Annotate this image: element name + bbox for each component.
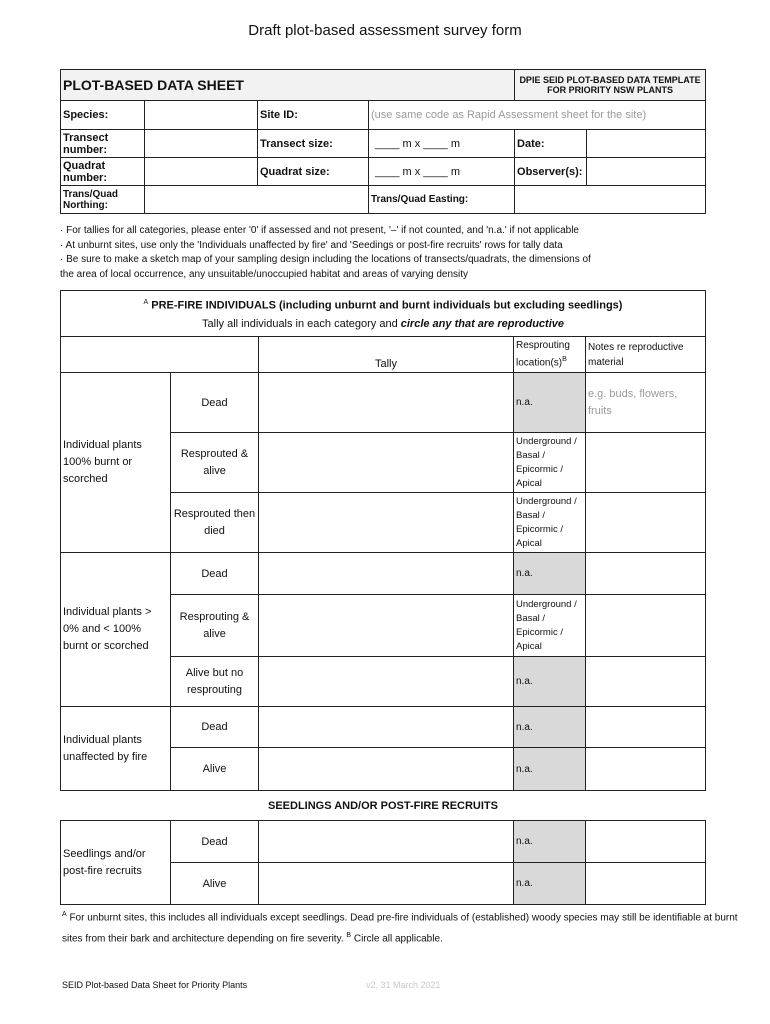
resprout-cell: n.a.	[514, 863, 586, 905]
group-partial-burnt-label: Individual plants > 0% and < 100% burnt or scorched	[61, 553, 171, 707]
easting-field[interactable]	[515, 186, 706, 214]
instruction-item: · Be sure to make a sketch map of your sampling design including the locations of transects/quadrats, the dimensions of	[60, 254, 591, 265]
transect-number-label: Transect number:	[61, 130, 145, 158]
observers-label: Observer(s):	[515, 158, 587, 186]
instruction-item: · For tallies for all categories, please enter '0' if assessed and not present, '–' if not counted, and 'n.a.' if not applicable	[60, 225, 579, 236]
tally-cell[interactable]	[259, 595, 514, 657]
transect-number-field[interactable]	[145, 130, 258, 158]
row-label-resprouting-alive: Resprouting & alive	[171, 595, 259, 657]
quadrat-size-field[interactable]: ____ m x ____ m	[369, 158, 515, 186]
template-title: DPIE SEID PLOT-BASED DATA TEMPLATE FOR PRIORITY NSW PLANTS	[515, 70, 706, 101]
row-label-alive: Alive	[171, 748, 259, 791]
resprout-cell[interactable]: Underground / Basal / Epicormic / Apical	[514, 493, 586, 553]
species-label: Species:	[61, 101, 145, 130]
date-label: Date:	[515, 130, 587, 158]
resprout-cell: n.a.	[514, 821, 586, 863]
group-unaffected-label: Individual plants unaffected by fire	[61, 707, 171, 791]
transect-size-field[interactable]: ____ m x ____ m	[369, 130, 515, 158]
species-field[interactable]	[145, 101, 258, 130]
notes-cell[interactable]: e.g. buds, flowers, fruits	[586, 373, 706, 433]
tally-table	[60, 290, 706, 905]
group-100pct-burnt-label: Individual plants 100% burnt or scorched	[61, 373, 171, 553]
tally-cell[interactable]	[259, 433, 514, 493]
resprout-cell: n.a.	[514, 553, 586, 595]
notes-cell[interactable]	[586, 863, 706, 905]
tally-cell[interactable]	[259, 707, 514, 748]
page-title: Draft plot-based assessment survey form	[248, 22, 522, 39]
instructions	[60, 224, 740, 282]
row-label-dead: Dead	[171, 373, 259, 433]
instruction-item: · At unburnt sites, use only the 'Individuals unaffected by fire' and 'Seedings or post-fire recruits' rows for tally data	[60, 239, 563, 251]
footer-version: v2, 31 March 2021	[366, 980, 441, 990]
site-id-label: Site ID:	[258, 101, 369, 130]
easting-label: Trans/Quad Easting:	[369, 186, 515, 214]
tally-cell[interactable]	[259, 748, 514, 791]
transect-size-label: Transect size:	[258, 130, 369, 158]
resprout-cell: n.a.	[514, 707, 586, 748]
tally-cell[interactable]	[259, 373, 514, 433]
tally-cell[interactable]	[259, 553, 514, 595]
plot-details-table	[60, 69, 706, 214]
row-label-alive-no-resprout: Alive but no resprouting	[171, 657, 259, 707]
notes-cell[interactable]	[586, 493, 706, 553]
tally-cell[interactable]	[259, 863, 514, 905]
tally-column-header: Tally	[259, 337, 514, 373]
notes-cell[interactable]	[586, 821, 706, 863]
notes-cell[interactable]	[586, 433, 706, 493]
sheet-title: PLOT-BASED DATA SHEET	[61, 70, 515, 101]
notes-cell[interactable]	[586, 657, 706, 707]
row-label-resprouted-alive: Resprouted & alive	[171, 433, 259, 493]
resprout-cell: n.a.	[514, 657, 586, 707]
site-id-field[interactable]: (use same code as Rapid Assessment sheet for the site)	[369, 101, 706, 130]
quadrat-number-label: Quadrat number:	[61, 158, 145, 186]
prefire-heading: $^A$ PRE-FIRE INDIVIDUALS (including unburnt and burnt individuals but excluding seedlings) Tally all individuals in each category and circle any that are reproductive	[61, 291, 706, 337]
footnote: $^A$ For unburnt sites, this includes all individuals except seedlings. Dead pre-fire individuals of (established) woody species may still be identifiable at burnt sites from their bark and architecture depending on fire severity. $^B$ Circle all applicable.	[62, 911, 738, 945]
notes-cell[interactable]	[586, 748, 706, 791]
observers-field[interactable]	[587, 158, 706, 186]
tally-cell[interactable]	[259, 493, 514, 553]
notes-cell[interactable]	[586, 707, 706, 748]
resprout-cell: n.a.	[514, 373, 586, 433]
footer-title: SEID Plot-based Data Sheet for Priority Plants	[62, 980, 248, 990]
tally-cell[interactable]	[259, 821, 514, 863]
row-label-alive: Alive	[171, 863, 259, 905]
row-label-resprouted-died: Resprouted then died	[171, 493, 259, 553]
quadrat-size-label: Quadrat size:	[258, 158, 369, 186]
row-label-dead: Dead	[171, 553, 259, 595]
tally-cell[interactable]	[259, 657, 514, 707]
notes-cell[interactable]	[586, 553, 706, 595]
notes-column-header: Notes re reproductive material	[586, 337, 706, 373]
instruction-item: the area of local occurrence, any unsuitable/unoccupied habitat and areas of varying density	[60, 268, 469, 280]
notes-cell[interactable]	[586, 595, 706, 657]
group-seedlings-label: Seedlings and/or post-fire recruits	[61, 821, 171, 905]
row-label-dead: Dead	[171, 821, 259, 863]
northing-field[interactable]	[145, 186, 369, 214]
quadrat-number-field[interactable]	[145, 158, 258, 186]
resprout-cell[interactable]: Underground / Basal / Epicormic / Apical	[514, 595, 586, 657]
resprout-column-header: Resprouting $location(s)^B$	[514, 337, 586, 373]
row-label-dead: Dead	[171, 707, 259, 748]
header-blank	[61, 337, 259, 373]
resprout-cell[interactable]: Underground / Basal / Epicormic / Apical	[514, 433, 586, 493]
resprout-cell: n.a.	[514, 748, 586, 791]
seedlings-heading: SEEDLINGS AND/OR POST-FIRE RECRUITS	[61, 791, 706, 821]
northing-label: Trans/Quad Northing:	[61, 186, 145, 214]
date-field[interactable]	[587, 130, 706, 158]
